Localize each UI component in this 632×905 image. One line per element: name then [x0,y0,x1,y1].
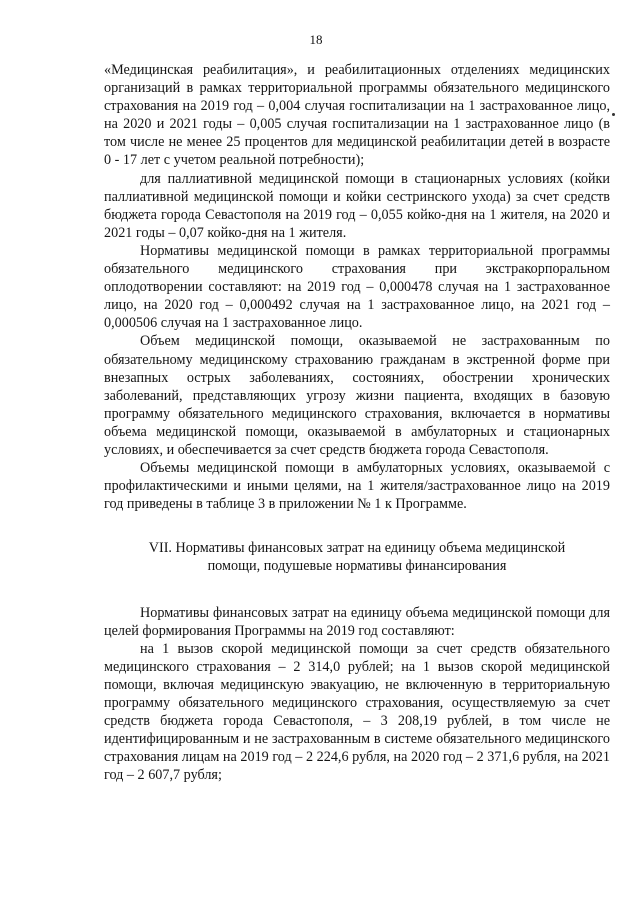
page-number: 18 [309,32,323,47]
document-body [104,61,610,784]
paragraph-financial-norms-intro: Нормативы финансовых затрат на единицу объема медицинской помощи для целей формирования Программы на 2019 год составляют: [104,604,610,639]
section-heading: VII. Нормативы финансовых затрат на единицу объема медицинской помощи, подушевые нормативы финансирования [148,540,566,575]
paragraph-rehab-continuation: «Медицинская реабилитация», и реабилитационных отделениях медицинских организаций в рамках территориальной программы обязательного медицинского страхования на 2019 год – 0,004 случая госпитализации на 1 застрахованное лицо, на 2020 и 2021 годы – 0,005 случая госпитализации на 1 застрахованное лицо (в том числе не менее 25 процентов для медицинской реабилитации детей в возрасте 0 - 17 лет с учетом реальной потребности); [104,62,610,169]
paragraph-ivf-norms: Нормативы медицинской помощи в рамках территориальной программы обязательного медицинского страхования при экстракорпоральном оплодотворении составляют: на 2019 год – 0,000478 случая на 1 застрахованное лицо, на 2020 год – 0,000492 случая на 1 застрахованное лицо, на 2021 год – 0,000506 случая на 1 застрахованное лицо. [104,242,610,332]
margin-mark [612,113,615,116]
paragraph-uninsured-care: Объем медицинской помощи, оказываемой не застрахованным по обязательному медицинскому страхованию гражданам в экстренной форме при внезапных острых заболеваниях, состояниях, обострении хронических заболеваний, представляющих угрозу жизни пациента, входящих в базовую программу обязательного медицинского страхования, включается в нормативы объема медицинской помощи, оказываемой в амбулаторных и стационарных условиях, и обеспечивается за счет средств бюджета города Севастополя. [104,333,610,458]
paragraph-ambulance-costs: на 1 вызов скорой медицинской помощи за счет средств обязательного медицинского страхования – 2 314,0 рублей; на 1 вызов скорой медицинской помощи, включая медицинскую эвакуацию, не включенную в территориальную программу обязательного медицинского страхования, осуществляемую за счет средств бюджета города Севастополя, – 3 208,19 рублей, в том числе не идентифицированным и не застрахованным в системе обязательного медицинского страхования лицам на 2019 год – 2 224,6 рубля, на 2020 год – 2 371,6 рубля, на 2021 год – 2 607,7 рубля; [104,640,610,784]
paragraph-outpatient-volumes: Объемы медицинской помощи в амбулаторных условиях, оказываемой с профилактическими и иными целями, на 1 жителя/застрахованное лицо на 2019 год приведены в таблице 3 в приложении № 1 к Программе. [104,460,610,513]
paragraph-palliative-care: для паллиативной медицинской помощи в стационарных условиях (койки паллиативной медицинской помощи и койки сестринского ухода) за счет средств бюджета города Севастополя на 2019 год – 0,055 койко-дня на 1 жителя, на 2020 и 2021 годы – 0,07 койко-дня на 1 жителя. [104,170,610,241]
